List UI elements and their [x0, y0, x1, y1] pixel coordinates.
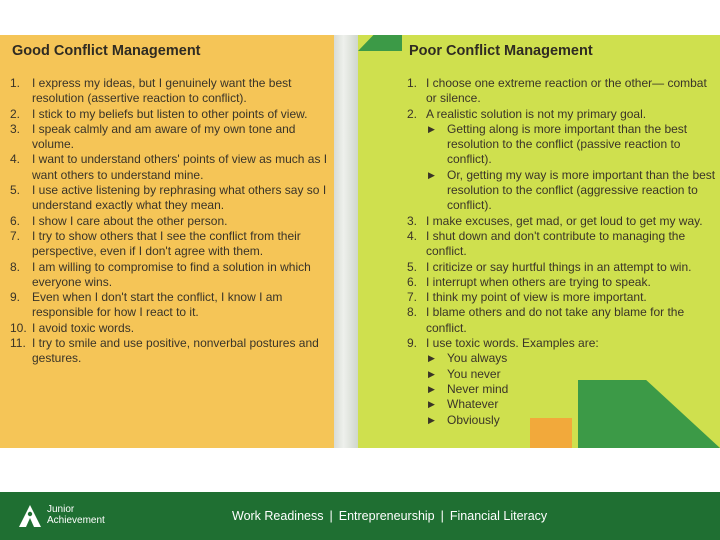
item-text: I think my point of view is more important. [426, 290, 647, 305]
item-number: 5. [407, 259, 418, 274]
item-text: I show I care about the other person. [32, 213, 228, 228]
list-item [407, 76, 717, 107]
sub-item [407, 351, 717, 366]
list-item [407, 305, 717, 336]
sub-item-text: Getting along is more important than the best resolution to the conflict (passive reaction to conflict). [447, 121, 688, 167]
item-text: A realistic solution is not my primary goal. [426, 106, 647, 121]
item-text: I want to understand others' points of view as much as I want others to understand mine. [32, 152, 328, 182]
item-number: 3. [407, 213, 418, 228]
triangle-right-icon: ▶ [428, 399, 435, 410]
tagline-separator: | [440, 509, 444, 523]
item-number: 10. [10, 320, 27, 335]
item-number: 5. [10, 183, 21, 198]
item-text: I try to smile and use positive, nonverbal postures and gestures. [32, 336, 319, 366]
item-number: 3. [10, 121, 21, 136]
poor-conflict-panel [358, 35, 720, 448]
list-item [10, 321, 328, 336]
page-divider [334, 35, 358, 448]
good-conflict-title: Good Conflict Management [12, 43, 201, 59]
list-item [10, 107, 328, 122]
item-text: Even when I don't start the conflict, I know I am responsible for how I react to it. [32, 290, 283, 320]
item-text: I use toxic words. Examples are: [426, 336, 599, 351]
item-number: 1. [10, 76, 21, 90]
sub-item-text: Never mind [447, 381, 509, 396]
sub-item [407, 382, 717, 397]
tagline-financial-literacy: Financial Literacy [449, 509, 548, 523]
list-item [10, 290, 328, 321]
sub-item-text: Whatever [447, 397, 499, 412]
sub-item [407, 367, 717, 382]
item-text: I speak calmly and am aware of my own tone and volume. [32, 121, 296, 152]
item-number: 9. [10, 290, 21, 305]
decorative-orange-square [530, 418, 572, 448]
list-item [10, 260, 328, 291]
list-item [10, 152, 328, 183]
item-number: 7. [10, 228, 21, 243]
list-item [407, 229, 717, 260]
item-number: 6. [10, 213, 21, 228]
item-text: I avoid toxic words. [32, 320, 135, 335]
triangle-right-icon: ▶ [428, 123, 435, 134]
list-item [10, 183, 328, 214]
item-number: 11. [10, 336, 26, 351]
list-item [10, 229, 328, 260]
item-number: 4. [407, 228, 418, 243]
good-conflict-list [10, 76, 328, 367]
good-conflict-panel [0, 35, 334, 448]
slide-top-margin [0, 0, 720, 35]
item-number: 9. [407, 336, 418, 351]
item-text: I express my ideas, but I genuinely want the best resolution (assertive reaction to conflict). [32, 76, 292, 106]
triangle-right-icon: ▶ [428, 368, 435, 379]
item-number: 8. [407, 305, 418, 320]
item-number: 1. [407, 76, 418, 90]
tagline-work-readiness: Work Readiness [232, 509, 324, 523]
triangle-right-icon: ▶ [428, 353, 435, 364]
sub-item [407, 122, 717, 168]
list-item [10, 76, 328, 107]
item-text: I try to show others that I see the conflict from their perspective, even if I don't agree with them. [32, 228, 301, 259]
item-text: I choose one extreme reaction or the other— combat or silence. [426, 76, 707, 106]
item-text: I criticize or say hurtful things in an attempt to win. [426, 259, 692, 274]
sub-item [407, 168, 717, 214]
item-number: 7. [407, 290, 418, 305]
sub-item-text: You always [447, 351, 508, 366]
sub-item-text: You never [447, 366, 501, 381]
item-number: 4. [10, 152, 21, 167]
triangle-right-icon: ▶ [428, 383, 435, 394]
list-item [10, 214, 328, 229]
item-text: I stick to my beliefs but listen to other points of view. [32, 106, 308, 121]
poor-conflict-list [407, 76, 717, 428]
item-text: I blame others and do not take any blame for the conflict. [426, 305, 685, 335]
tagline-separator: | [329, 509, 333, 523]
list-item [10, 122, 328, 153]
item-text: I use active listening by rephrasing what others say so I understand exactly what they mean. [32, 183, 327, 213]
junior-achievement-logo-icon [17, 503, 43, 529]
poor-conflict-title: Poor Conflict Management [409, 43, 593, 59]
item-text: I interrupt when others are trying to speak. [426, 274, 651, 289]
item-number: 8. [10, 259, 21, 274]
list-item [407, 260, 717, 275]
item-text: I am willing to compromise to find a solution in which everyone wins. [32, 259, 311, 289]
junior-achievement-logo-text [47, 504, 105, 526]
list-item [10, 336, 328, 367]
footer-tagline [232, 509, 547, 523]
triangle-right-icon: ▶ [428, 169, 435, 180]
item-text: I make excuses, get mad, or get loud to get my way. [426, 213, 703, 228]
item-number: 2. [10, 106, 21, 121]
sub-item-text: Or, getting my way is more important than the best resolution to the conflict (aggressive reaction to conflict). [447, 167, 716, 213]
list-item [407, 290, 717, 305]
logo-line-1: Junior [47, 504, 75, 515]
item-number: 2. [407, 106, 418, 121]
item-number: 6. [407, 274, 418, 289]
list-item [407, 214, 717, 229]
item-text: I shut down and don't contribute to managing the conflict. [426, 228, 686, 259]
list-item [407, 275, 717, 290]
sub-item-text: Obviously [447, 412, 500, 427]
tagline-entrepreneurship: Entrepreneurship [338, 509, 435, 523]
list-item [407, 107, 717, 214]
triangle-right-icon: ▶ [428, 414, 435, 425]
logo-line-2: Achievement [47, 515, 105, 526]
